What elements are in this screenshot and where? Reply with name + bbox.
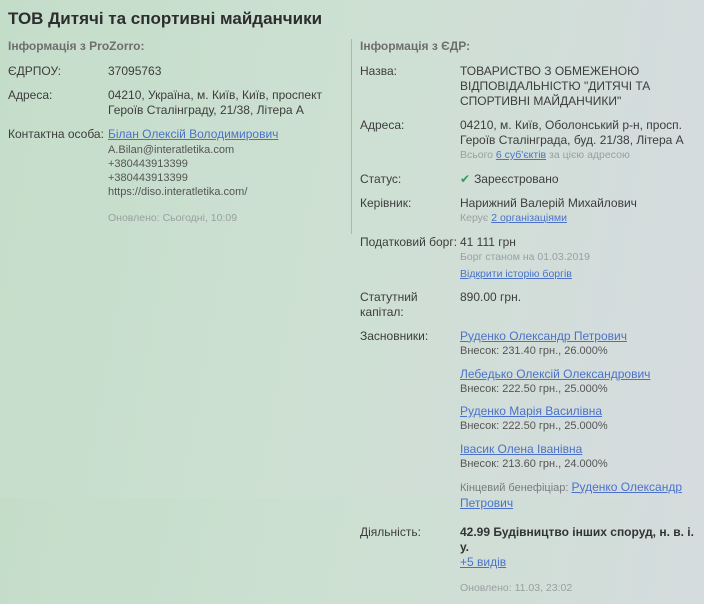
activity-row (360, 525, 698, 595)
beneficiary-line (460, 480, 698, 511)
founder-link[interactable]: Руденко Олександр Петрович (460, 328, 627, 343)
director-label: Керівник: (360, 196, 412, 211)
founder-link[interactable]: Лебедько Олексій Олександрович (460, 366, 651, 381)
content-columns (0, 39, 704, 604)
director-name: Нарижний Валерій Михайлович (460, 196, 637, 211)
activity-more-link[interactable]: +5 видів (460, 554, 507, 569)
director-value (460, 196, 698, 226)
edr-address-label: Адреса: (360, 118, 405, 132)
page-title: ТОВ Дитячі та спортивні майданчики (8, 9, 323, 28)
tax-debt-row (360, 235, 698, 280)
panel-edr (352, 39, 704, 604)
address-entities-prefix: Всього (460, 149, 496, 161)
founder-item (460, 404, 698, 434)
status-value (460, 172, 698, 187)
beneficiary-link[interactable]: Руденко Олександр Петрович (460, 479, 683, 510)
company-name-row (360, 64, 698, 109)
edr-address-text: 04210, м. Київ, Оболонський р-н, просп. Героїв Сталінграда, буд. 21/38, Літера А (460, 118, 684, 147)
founder-item (460, 442, 698, 472)
director-row (360, 196, 698, 226)
founder-item (460, 367, 698, 397)
founder-contribution: Внесок: 231.40 грн., 26.000% (460, 344, 608, 357)
status-label: Статус: (360, 172, 402, 187)
capital-row (360, 290, 698, 320)
founder-contribution: Внесок: 222.50 грн., 25.000% (460, 420, 608, 433)
prozorro-panel-header: Інформація з ProZorro: (8, 39, 145, 53)
contact-email: A.Bilan@interatletika.com (108, 143, 235, 156)
founder-link[interactable]: Івасик Олена Іванівна (460, 442, 583, 457)
capital-label: Статутний капітал: (360, 289, 418, 319)
prozorro-address-value: 04210, Україна, м. Київ, Київ, проспект Героїв Сталінграду, 21/38, Літера А (108, 88, 322, 117)
status-check-icon: ✔ (460, 172, 471, 187)
debt-history-link[interactable]: Відкрити історію боргів (460, 267, 572, 280)
tax-debt-date-note: Борг станом на 01.03.2019 (460, 251, 590, 264)
status-text: Зареєстровано (474, 172, 559, 187)
status-row (360, 172, 698, 187)
contact-person-link[interactable]: Білан Олексій Володимирович (108, 127, 279, 141)
edrpou-value: 37095763 (108, 64, 162, 78)
contact-person-label: Контактна особа: (8, 127, 104, 141)
tax-debt-amount: 41 111 грн (460, 235, 516, 250)
edr-panel-header: Інформація з ЄДР: (360, 39, 471, 53)
founders-label: Засновники: (360, 328, 429, 343)
contact-website: https://diso.interatletika.com/ (108, 186, 248, 199)
founder-item (460, 329, 698, 359)
capital-value: 890.00 грн. (460, 289, 522, 304)
address-entities-note (460, 148, 698, 163)
prozorro-address-label: Адреса: (8, 88, 53, 102)
contact-person-value (108, 127, 343, 225)
edr-address-row (360, 118, 698, 163)
prozorro-updated-timestamp: Оновлено: Сьогодні, 10:09 (108, 211, 238, 224)
founder-contribution: Внесок: 222.50 грн., 25.000% (460, 382, 608, 395)
contact-phone-2: +380443913399 (108, 172, 188, 185)
tax-debt-value (460, 235, 698, 280)
founders-list (460, 329, 698, 511)
director-orgs-note (460, 211, 698, 226)
founder-link[interactable]: Руденко Марія Василівна (460, 404, 603, 419)
company-name-value: ТОВАРИСТВО З ОБМЕЖЕНОЮ ВІДПОВІДАЛЬНІСТЮ "ДИТЯЧІ ТА СПОРТИВНІ МАЙДАНЧИКИ" (460, 64, 651, 108)
prozorro-address-row (8, 88, 343, 118)
address-entities-link[interactable]: 6 суб'єктів (495, 149, 547, 161)
director-orgs-prefix: Керує (460, 212, 492, 225)
activity-main-text: 42.99 Будівництво інших споруд, н. в. і. у. (460, 524, 694, 554)
address-entities-suffix: за цією адресою (546, 149, 630, 161)
panel-prozorro (0, 39, 352, 234)
company-name-label: Назва: (360, 64, 397, 78)
beneficiary-label: Кінцевий бенефіціар: (460, 481, 572, 494)
tax-debt-label: Податковий борг: (360, 235, 458, 250)
contact-phone-1: +380443913399 (108, 157, 188, 170)
founders-row (360, 329, 698, 511)
activity-value (460, 525, 698, 595)
edrpou-row (8, 64, 343, 79)
contact-person-row (8, 127, 343, 225)
edrpou-label: ЄДРПОУ: (8, 64, 62, 78)
founder-contribution: Внесок: 213.60 грн., 24.000% (460, 458, 608, 471)
director-orgs-link[interactable]: 2 організаціями (491, 212, 567, 225)
edr-updated-timestamp: Оновлено: 11.03, 23:02 (460, 581, 573, 594)
activity-label: Діяльність: (360, 524, 421, 539)
edr-address-value (460, 118, 698, 163)
